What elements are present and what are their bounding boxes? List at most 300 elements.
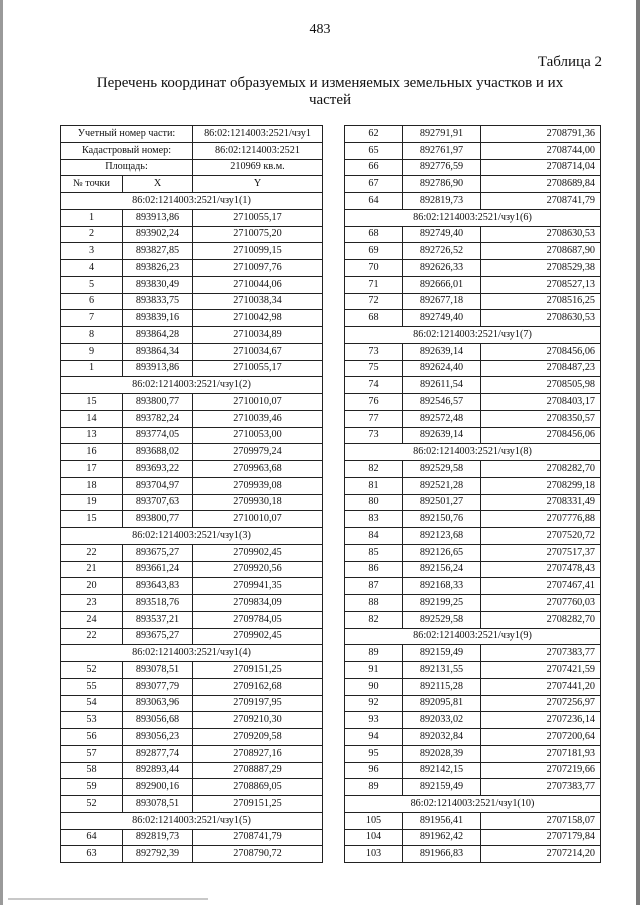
point-number-cell: 82	[345, 611, 403, 628]
point-number-cell: 72	[345, 293, 403, 310]
y-coordinate-cell: 2710097,76	[193, 260, 323, 277]
point-number-cell: 90	[345, 678, 403, 695]
section-header-row	[345, 209, 601, 226]
section-header-row	[61, 377, 323, 394]
point-number-cell: 52	[61, 662, 123, 679]
y-coordinate-cell: 2709151,25	[193, 662, 323, 679]
coordinate-row	[345, 193, 601, 210]
y-coordinate-cell: 2710055,17	[193, 360, 323, 377]
coordinate-row	[61, 209, 323, 226]
coordinate-row	[61, 327, 323, 344]
point-number-cell: 95	[345, 745, 403, 762]
x-coordinate-cell: 892032,84	[403, 729, 481, 746]
coordinate-row	[61, 226, 323, 243]
cadastral-number-row	[61, 142, 323, 159]
point-number-cell: 96	[345, 762, 403, 779]
point-number-cell: 86	[345, 561, 403, 578]
y-coordinate-cell: 2710053,00	[193, 427, 323, 444]
coordinate-row	[345, 511, 601, 528]
point-number-cell: 7	[61, 310, 123, 327]
y-coordinate-cell: 2710039,46	[193, 410, 323, 427]
y-coordinate-cell: 2707181,93	[481, 745, 601, 762]
y-coordinate-cell: 2707200,64	[481, 729, 601, 746]
x-coordinate-cell: 892572,48	[403, 410, 481, 427]
coordinate-row	[345, 410, 601, 427]
x-coordinate-cell: 892819,73	[123, 829, 193, 846]
x-coordinate-cell: 893839,16	[123, 310, 193, 327]
point-number-cell: 54	[61, 695, 123, 712]
coordinate-row	[61, 243, 323, 260]
coordinate-row	[61, 343, 323, 360]
coordinate-row	[61, 846, 323, 863]
column-header-x: X	[123, 176, 193, 193]
x-coordinate-cell: 893704,97	[123, 477, 193, 494]
coordinate-row	[61, 494, 323, 511]
coordinate-row	[345, 394, 601, 411]
x-coordinate-cell: 892639,14	[403, 427, 481, 444]
coordinate-row	[345, 611, 601, 628]
coordinate-row	[345, 377, 601, 394]
coordinate-row	[345, 176, 601, 193]
area-label: Площадь:	[61, 159, 193, 176]
x-coordinate-cell: 892761,97	[403, 142, 481, 159]
x-coordinate-cell: 893830,49	[123, 276, 193, 293]
column-header-row	[61, 176, 323, 193]
y-coordinate-cell: 2709963,68	[193, 461, 323, 478]
point-number-cell: 52	[61, 796, 123, 813]
coordinate-row	[345, 712, 601, 729]
column-header-y: Y	[193, 176, 323, 193]
x-coordinate-cell: 891962,42	[403, 829, 481, 846]
point-number-cell: 89	[345, 645, 403, 662]
coordinate-row	[345, 678, 601, 695]
x-coordinate-cell: 892529,58	[403, 461, 481, 478]
point-number-cell: 63	[61, 846, 123, 863]
y-coordinate-cell: 2709902,45	[193, 544, 323, 561]
coordinate-row	[345, 578, 601, 595]
y-coordinate-cell: 2708456,06	[481, 343, 601, 360]
y-coordinate-cell: 2707158,07	[481, 812, 601, 829]
x-coordinate-cell: 892639,14	[403, 343, 481, 360]
y-coordinate-cell: 2707219,66	[481, 762, 601, 779]
section-header: 86:02:1214003:2521/чзу1(4)	[61, 645, 323, 662]
scan-footer-mark	[8, 898, 208, 900]
point-number-cell: 19	[61, 494, 123, 511]
document-title: Перечень координат образуемых и изменяемых земельных участков и их частей	[96, 75, 564, 108]
coordinates-table-left	[60, 125, 323, 863]
coordinate-row	[345, 729, 601, 746]
y-coordinate-cell: 2709930,18	[193, 494, 323, 511]
x-coordinate-cell: 892142,15	[403, 762, 481, 779]
point-number-cell: 15	[61, 511, 123, 528]
x-coordinate-cell: 892126,65	[403, 544, 481, 561]
x-coordinate-cell: 892749,40	[403, 310, 481, 327]
coordinate-row	[345, 142, 601, 159]
point-number-cell: 88	[345, 595, 403, 612]
coordinate-row	[61, 745, 323, 762]
point-number-cell: 65	[345, 142, 403, 159]
x-coordinate-cell: 892115,28	[403, 678, 481, 695]
point-number-cell: 68	[345, 226, 403, 243]
x-coordinate-cell: 893077,79	[123, 678, 193, 695]
account-number-label: Учетный номер части:	[61, 126, 193, 143]
point-number-cell: 89	[345, 779, 403, 796]
y-coordinate-cell: 2710038,34	[193, 293, 323, 310]
y-coordinate-cell: 2709941,35	[193, 578, 323, 595]
x-coordinate-cell: 893913,86	[123, 360, 193, 377]
point-number-cell: 57	[61, 745, 123, 762]
point-number-cell: 16	[61, 444, 123, 461]
y-coordinate-cell: 2708350,57	[481, 410, 601, 427]
y-coordinate-cell: 2709151,25	[193, 796, 323, 813]
point-number-cell: 24	[61, 611, 123, 628]
x-coordinate-cell: 892123,68	[403, 528, 481, 545]
y-coordinate-cell: 2707256,97	[481, 695, 601, 712]
point-number-cell: 84	[345, 528, 403, 545]
point-number-cell: 59	[61, 779, 123, 796]
y-coordinate-cell: 2709979,24	[193, 444, 323, 461]
point-number-cell: 73	[345, 427, 403, 444]
y-coordinate-cell: 2708741,79	[193, 829, 323, 846]
y-coordinate-cell: 2710034,67	[193, 343, 323, 360]
y-coordinate-cell: 2708456,06	[481, 427, 601, 444]
point-number-cell: 104	[345, 829, 403, 846]
y-coordinate-cell: 2709197,95	[193, 695, 323, 712]
point-number-cell: 80	[345, 494, 403, 511]
point-number-cell: 82	[345, 461, 403, 478]
x-coordinate-cell: 892877,74	[123, 745, 193, 762]
table-label: Таблица 2	[537, 54, 602, 70]
point-number-cell: 13	[61, 427, 123, 444]
point-number-cell: 85	[345, 544, 403, 561]
coordinate-row	[345, 662, 601, 679]
coordinate-row	[345, 260, 601, 277]
point-number-cell: 5	[61, 276, 123, 293]
point-number-cell: 17	[61, 461, 123, 478]
coordinate-row	[61, 578, 323, 595]
section-header: 86:02:1214003:2521/чзу1(9)	[345, 628, 601, 645]
account-number-row	[61, 126, 323, 143]
y-coordinate-cell: 2707760,03	[481, 595, 601, 612]
point-number-cell: 81	[345, 477, 403, 494]
y-coordinate-cell: 2708529,38	[481, 260, 601, 277]
y-coordinate-cell: 2708887,29	[193, 762, 323, 779]
scan-left-edge	[0, 0, 3, 905]
coordinate-row	[61, 595, 323, 612]
point-number-cell: 3	[61, 243, 123, 260]
point-number-cell: 56	[61, 729, 123, 746]
x-coordinate-cell: 892546,57	[403, 394, 481, 411]
coordinate-row	[345, 293, 601, 310]
coordinate-row	[345, 846, 601, 863]
y-coordinate-cell: 2709209,58	[193, 729, 323, 746]
x-coordinate-cell: 893063,96	[123, 695, 193, 712]
coordinate-row	[345, 159, 601, 176]
coordinate-row	[61, 360, 323, 377]
x-coordinate-cell: 891956,41	[403, 812, 481, 829]
coordinate-row	[61, 394, 323, 411]
point-number-cell: 105	[345, 812, 403, 829]
y-coordinate-cell: 2709834,09	[193, 595, 323, 612]
y-coordinate-cell: 2708689,84	[481, 176, 601, 193]
y-coordinate-cell: 2708282,70	[481, 611, 601, 628]
y-coordinate-cell: 2708487,23	[481, 360, 601, 377]
point-number-cell: 91	[345, 662, 403, 679]
x-coordinate-cell: 893643,83	[123, 578, 193, 595]
x-coordinate-cell: 892726,52	[403, 243, 481, 260]
point-number-cell: 2	[61, 226, 123, 243]
section-header: 86:02:1214003:2521/чзу1(5)	[61, 812, 323, 829]
x-coordinate-cell: 893518,76	[123, 595, 193, 612]
coordinate-row	[345, 477, 601, 494]
coordinate-row	[345, 595, 601, 612]
coordinate-row	[345, 360, 601, 377]
point-number-cell: 4	[61, 260, 123, 277]
x-coordinate-cell: 893902,24	[123, 226, 193, 243]
y-coordinate-cell: 2707517,37	[481, 544, 601, 561]
x-coordinate-cell: 891966,83	[403, 846, 481, 863]
coordinate-row	[61, 779, 323, 796]
x-coordinate-cell: 892150,76	[403, 511, 481, 528]
y-coordinate-cell: 2710042,98	[193, 310, 323, 327]
x-coordinate-cell: 893661,24	[123, 561, 193, 578]
y-coordinate-cell: 2708791,36	[481, 126, 601, 143]
y-coordinate-cell: 2708927,16	[193, 745, 323, 762]
y-coordinate-cell: 2707214,20	[481, 846, 601, 863]
x-coordinate-cell: 892666,01	[403, 276, 481, 293]
x-coordinate-cell: 892529,58	[403, 611, 481, 628]
x-coordinate-cell: 893864,28	[123, 327, 193, 344]
section-header: 86:02:1214003:2521/чзу1(6)	[345, 209, 601, 226]
y-coordinate-cell: 2710010,07	[193, 394, 323, 411]
section-header: 86:02:1214003:2521/чзу1(3)	[61, 528, 323, 545]
point-number-cell: 67	[345, 176, 403, 193]
x-coordinate-cell: 892792,39	[123, 846, 193, 863]
coordinate-row	[61, 511, 323, 528]
coordinates-table-right-body	[345, 126, 601, 863]
point-number-cell: 83	[345, 511, 403, 528]
x-coordinate-cell: 892501,27	[403, 494, 481, 511]
x-coordinate-cell: 893675,27	[123, 544, 193, 561]
section-header-row	[345, 444, 601, 461]
section-header-row	[61, 645, 323, 662]
coordinate-row	[61, 762, 323, 779]
coordinate-row	[345, 695, 601, 712]
x-coordinate-cell: 893056,23	[123, 729, 193, 746]
coordinate-row	[345, 427, 601, 444]
point-number-cell: 103	[345, 846, 403, 863]
point-number-cell: 87	[345, 578, 403, 595]
x-coordinate-cell: 893707,63	[123, 494, 193, 511]
cadastral-number-label: Кадастровый номер:	[61, 142, 193, 159]
section-header-row	[345, 628, 601, 645]
y-coordinate-cell: 2708505,98	[481, 377, 601, 394]
section-header-row	[61, 193, 323, 210]
coordinate-row	[345, 126, 601, 143]
point-number-cell: 70	[345, 260, 403, 277]
coordinate-row	[61, 712, 323, 729]
coordinates-table-right	[344, 125, 601, 863]
coordinate-row	[345, 745, 601, 762]
x-coordinate-cell: 892131,55	[403, 662, 481, 679]
cadastral-number-value: 86:02:1214003:2521	[193, 142, 323, 159]
point-number-cell: 74	[345, 377, 403, 394]
point-number-cell: 73	[345, 343, 403, 360]
coordinate-row	[61, 461, 323, 478]
point-number-cell: 64	[61, 829, 123, 846]
x-coordinate-cell: 893827,85	[123, 243, 193, 260]
y-coordinate-cell: 2708869,05	[193, 779, 323, 796]
coordinate-row	[61, 561, 323, 578]
y-coordinate-cell: 2710010,07	[193, 511, 323, 528]
section-header: 86:02:1214003:2521/чзу1(1)	[61, 193, 323, 210]
coordinate-row	[345, 276, 601, 293]
y-coordinate-cell: 2710075,20	[193, 226, 323, 243]
x-coordinate-cell: 892033,02	[403, 712, 481, 729]
coordinate-row	[61, 829, 323, 846]
point-number-cell: 92	[345, 695, 403, 712]
coordinate-row	[61, 544, 323, 561]
account-number-value: 86:02:1214003:2521/чзу1	[193, 126, 323, 143]
x-coordinate-cell: 892624,40	[403, 360, 481, 377]
y-coordinate-cell: 2708630,53	[481, 226, 601, 243]
x-coordinate-cell: 893864,34	[123, 343, 193, 360]
coordinate-row	[345, 779, 601, 796]
y-coordinate-cell: 2709939,08	[193, 477, 323, 494]
point-number-cell: 22	[61, 628, 123, 645]
page-number: 483	[309, 22, 331, 37]
y-coordinate-cell: 2708331,49	[481, 494, 601, 511]
coordinate-row	[61, 276, 323, 293]
point-number-cell: 75	[345, 360, 403, 377]
x-coordinate-cell: 893826,23	[123, 260, 193, 277]
y-coordinate-cell: 2707478,43	[481, 561, 601, 578]
point-number-cell: 18	[61, 477, 123, 494]
y-coordinate-cell: 2708299,18	[481, 477, 601, 494]
point-number-cell: 71	[345, 276, 403, 293]
section-header: 86:02:1214003:2521/чзу1(10)	[345, 796, 601, 813]
y-coordinate-cell: 2710044,06	[193, 276, 323, 293]
section-header-row	[345, 796, 601, 813]
x-coordinate-cell: 892028,39	[403, 745, 481, 762]
section-header-row	[61, 812, 323, 829]
y-coordinate-cell: 2709162,68	[193, 678, 323, 695]
x-coordinate-cell: 893800,77	[123, 511, 193, 528]
x-coordinate-cell: 893078,51	[123, 796, 193, 813]
coordinate-row	[61, 410, 323, 427]
point-number-cell: 15	[61, 394, 123, 411]
point-number-cell: 23	[61, 595, 123, 612]
y-coordinate-cell: 2707441,20	[481, 678, 601, 695]
coordinate-row	[61, 662, 323, 679]
coordinate-row	[345, 494, 601, 511]
coordinate-row	[345, 310, 601, 327]
y-coordinate-cell: 2709784,05	[193, 611, 323, 628]
x-coordinate-cell: 893800,77	[123, 394, 193, 411]
y-coordinate-cell: 2708630,53	[481, 310, 601, 327]
x-coordinate-cell: 893537,21	[123, 611, 193, 628]
x-coordinate-cell: 892677,18	[403, 293, 481, 310]
section-header: 86:02:1214003:2521/чзу1(7)	[345, 327, 601, 344]
coordinate-row	[345, 645, 601, 662]
point-number-cell: 62	[345, 126, 403, 143]
point-number-cell: 58	[61, 762, 123, 779]
coordinate-row	[61, 444, 323, 461]
x-coordinate-cell: 892776,59	[403, 159, 481, 176]
x-coordinate-cell: 892095,81	[403, 695, 481, 712]
x-coordinate-cell: 892749,40	[403, 226, 481, 243]
point-number-cell: 55	[61, 678, 123, 695]
section-header: 86:02:1214003:2521/чзу1(8)	[345, 444, 601, 461]
x-coordinate-cell: 893693,22	[123, 461, 193, 478]
coordinate-row	[345, 243, 601, 260]
point-number-cell: 69	[345, 243, 403, 260]
x-coordinate-cell: 893688,02	[123, 444, 193, 461]
x-coordinate-cell: 892791,91	[403, 126, 481, 143]
y-coordinate-cell: 2708282,70	[481, 461, 601, 478]
y-coordinate-cell: 2708744,00	[481, 142, 601, 159]
x-coordinate-cell: 892819,73	[403, 193, 481, 210]
point-number-cell: 94	[345, 729, 403, 746]
x-coordinate-cell: 893833,75	[123, 293, 193, 310]
x-coordinate-cell: 892900,16	[123, 779, 193, 796]
coordinate-row	[61, 260, 323, 277]
y-coordinate-cell: 2708790,72	[193, 846, 323, 863]
coordinate-row	[61, 611, 323, 628]
y-coordinate-cell: 2710099,15	[193, 243, 323, 260]
point-number-cell: 14	[61, 410, 123, 427]
point-number-cell: 76	[345, 394, 403, 411]
x-coordinate-cell: 892156,24	[403, 561, 481, 578]
y-coordinate-cell: 2707236,14	[481, 712, 601, 729]
area-value: 210969 кв.м.	[193, 159, 323, 176]
y-coordinate-cell: 2709902,45	[193, 628, 323, 645]
coordinate-row	[345, 812, 601, 829]
point-number-cell: 20	[61, 578, 123, 595]
y-coordinate-cell: 2708741,79	[481, 193, 601, 210]
coordinate-row	[345, 829, 601, 846]
point-number-cell: 6	[61, 293, 123, 310]
section-header-row	[61, 528, 323, 545]
section-header: 86:02:1214003:2521/чзу1(2)	[61, 377, 323, 394]
y-coordinate-cell: 2708403,17	[481, 394, 601, 411]
point-number-cell: 22	[61, 544, 123, 561]
coordinate-row	[345, 528, 601, 545]
x-coordinate-cell: 892626,33	[403, 260, 481, 277]
point-number-cell: 21	[61, 561, 123, 578]
point-number-cell: 1	[61, 209, 123, 226]
y-coordinate-cell: 2710055,17	[193, 209, 323, 226]
x-coordinate-cell: 892786,90	[403, 176, 481, 193]
coordinate-row	[61, 796, 323, 813]
coordinate-row	[61, 678, 323, 695]
y-coordinate-cell: 2707776,88	[481, 511, 601, 528]
x-coordinate-cell: 892159,49	[403, 779, 481, 796]
x-coordinate-cell: 892611,54	[403, 377, 481, 394]
point-number-cell: 64	[345, 193, 403, 210]
point-number-cell: 9	[61, 343, 123, 360]
section-header-row	[345, 327, 601, 344]
column-header-point: № точки	[61, 176, 123, 193]
coordinate-row	[61, 427, 323, 444]
point-number-cell: 68	[345, 310, 403, 327]
y-coordinate-cell: 2707520,72	[481, 528, 601, 545]
y-coordinate-cell: 2708516,25	[481, 293, 601, 310]
x-coordinate-cell: 893913,86	[123, 209, 193, 226]
coordinate-row	[345, 762, 601, 779]
y-coordinate-cell: 2707179,84	[481, 829, 601, 846]
x-coordinate-cell: 892521,28	[403, 477, 481, 494]
